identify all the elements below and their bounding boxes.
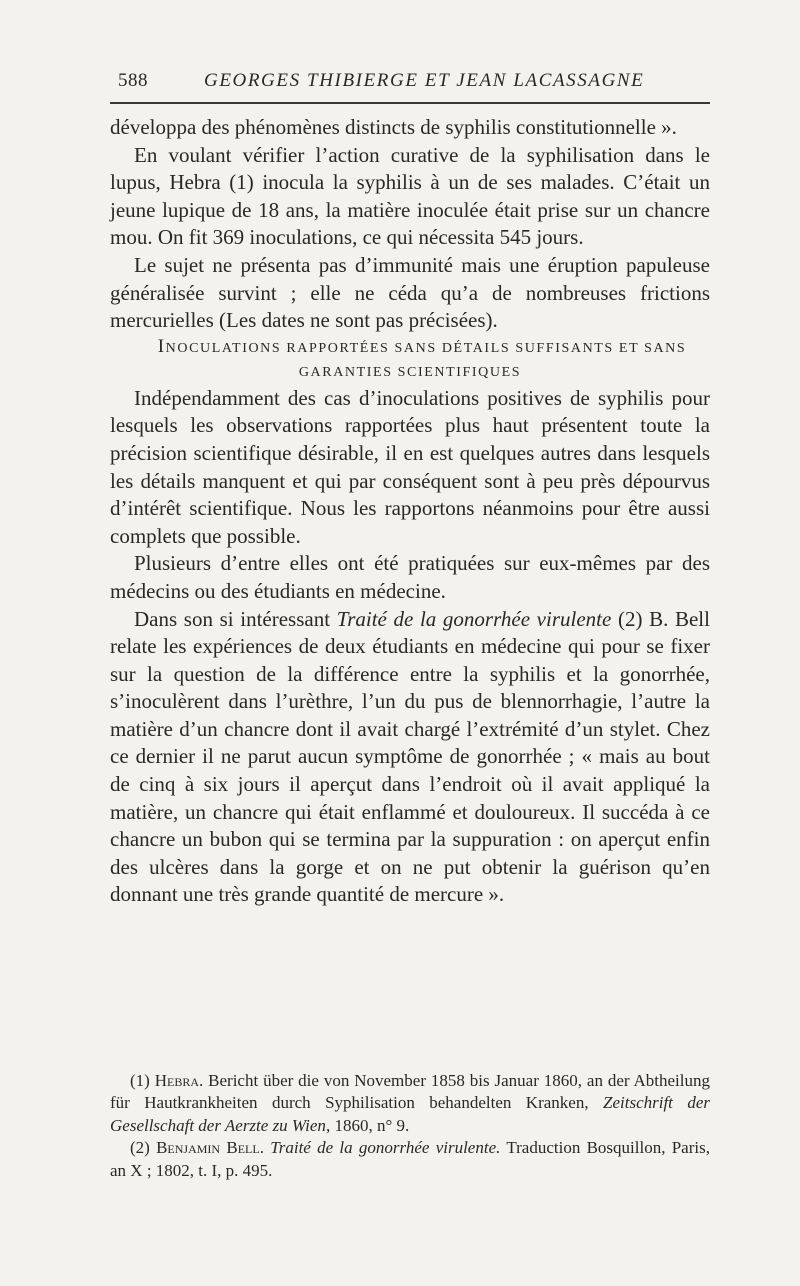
paragraph-6-start: Dans son si intéressant (134, 606, 337, 631)
paragraph-2: En voulant vérifier l’action curative de la syphilisation dans le lupus, Hebra (1) inocula la syphilis à un de ses malades. C’était un jeune lupique de 18 ans, la matière inoculée était prise sur un chancre mou. On fit 369 inoculations, ce qui nécessita 545 jours. (110, 142, 710, 250)
running-head (118, 70, 708, 96)
header-rule (110, 102, 710, 104)
running-title: GEORGES THIBIERGE ET JEAN LACASSAGNE (204, 70, 645, 91)
footnotes (110, 1070, 710, 1182)
body-text (110, 114, 710, 909)
footnote-1-author: Hebra. (154, 1071, 204, 1090)
footnote-2-end: Traduction Bosquillon, Paris, an X ; 1802, t. I, p. 495. (110, 1138, 710, 1180)
footnote-1 (110, 1070, 710, 1137)
paragraph-6-rest: (2) B. Bell relate les expériences de deux étudiants en médecine qui pour se fixer sur la question de la différence entre la syphilis et la gonorrhée, s’inoculèrent dans l’urèthre, l’un du pus de blennorrhagie, l’autre la matière d’un chancre dont il avait chargé l’extrémité d’un stylet. Chez ce dernier il ne parut aucun symptôme de gonorrhée ; « mais au bout de cinq à six jours il aperçut dans l’endroit où il avait appliqué la matière, un chancre qui était enflammé et douloureux. Il succéda à ce chancre un bubon qui se termina par la suppuration : on aperçut enfin des ulcères dans la gorge et on ne put obtenir la guérison qu’en donnant une très grande quantité de mercure ». (110, 606, 710, 907)
section-title-line2: GARANTIES SCIENTIFIQUES (298, 364, 522, 380)
footnote-1-text: Bericht über die von November 1858 bis Januar 1860, an der Abtheilung für Hautkrankheiten durch Syphilisation behandelten Kranken, (110, 1071, 710, 1113)
footnote-2-mark: (2) (130, 1138, 157, 1158)
paragraph-4: Indépendamment des cas d’inoculations positives de syphilis pour lesquels les observations rapportées plus haut présentent toute la précision scientifique désirable, il en est quelques autres dans lesquels les détails manquent et qui par conséquent sont à peu près dépourvus d’intérêt scientifique. Nous les rapportons néanmoins pour être aussi complets que possible. (110, 385, 710, 548)
section-title (110, 335, 710, 385)
footnote-2 (110, 1137, 710, 1182)
footnote-1-journal: Zeitschrift der Gesellschaft der Aerzte zu Wien (110, 1093, 710, 1135)
footnote-1-end: , 1860, n° 9. (325, 1115, 410, 1135)
footnote-2-title: Traité de la gonorrhée virulente. (263, 1138, 501, 1158)
paragraph-5: Plusieurs d’entre elles ont été pratiquées sur eux-mêmes par des médecins ou des étudiants en médecine. (110, 551, 710, 603)
paragraph-6-book-title: Traité de la gonorrhée virulente (336, 606, 612, 631)
paragraph-3: Le sujet ne présenta pas d’immunité mais une éruption papuleuse généralisée survint ; elle ne céda qu’a de nombreuses frictions mercurielles (Les dates ne sont pas précisées). (110, 252, 710, 333)
paragraph-1: développa des phénomènes distincts de syphilis constitutionnelle ». (110, 115, 677, 139)
footnote-1-mark: (1) (130, 1071, 155, 1090)
footnote-2-author: Benjamin Bell. (156, 1138, 264, 1158)
paragraph-6 (110, 606, 710, 910)
page-number: 588 (118, 70, 148, 91)
section-title-initial: I (157, 335, 166, 357)
section-title-line1: NOCULATIONS RAPPORTÉES SANS DÉTAILS SUFFISANTS ET SANS (165, 340, 687, 356)
